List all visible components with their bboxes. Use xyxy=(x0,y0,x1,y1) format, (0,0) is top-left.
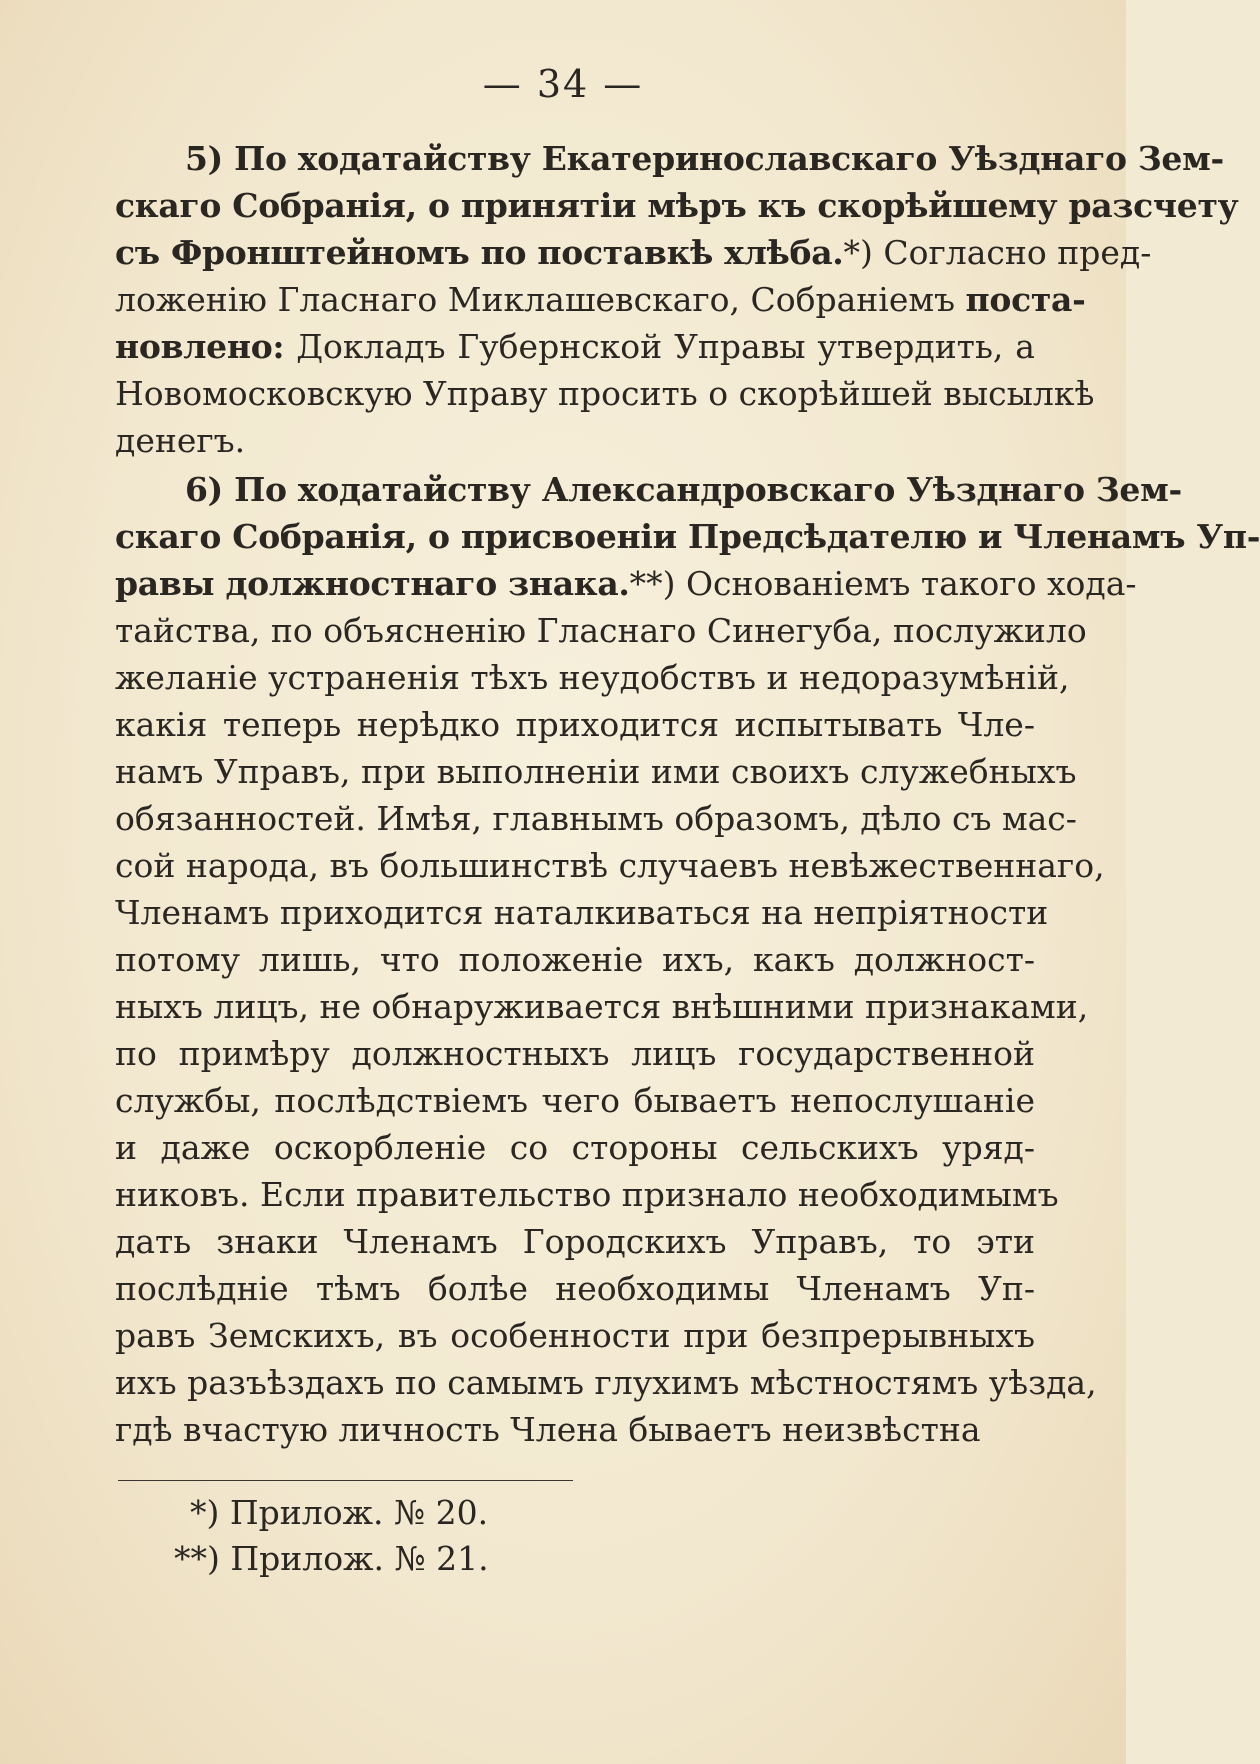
normal-run: службы, послѣдствіемъ чего бываетъ непослушаніе xyxy=(115,1081,1035,1120)
text-line xyxy=(115,607,1087,654)
text-line xyxy=(115,983,1089,1030)
text-line xyxy=(115,1265,1035,1312)
text-line xyxy=(115,513,1260,560)
text-line xyxy=(115,1124,1035,1171)
normal-run: равъ Земскихъ, въ особенности при безпрерывныхъ xyxy=(115,1316,1035,1355)
bold-run: новлено: xyxy=(115,327,285,366)
bold-run: поста- xyxy=(965,280,1086,319)
normal-run: Докладъ Губернской Управы утвердить, а xyxy=(284,327,1035,366)
text-line xyxy=(115,370,1095,417)
normal-run: какія теперь нерѣдко приходится испытывать Чле- xyxy=(115,705,1035,744)
normal-run: по примѣру должностныхъ лицъ государственной xyxy=(115,1034,1035,1073)
text-line xyxy=(115,1030,1035,1077)
page-number: — 34 — xyxy=(482,62,644,106)
bold-run: равы должностнаго знака. xyxy=(115,564,630,603)
text-line xyxy=(115,654,1070,701)
normal-run: желаніе устраненія тѣхъ неудобствъ и недоразумѣній, xyxy=(115,658,1070,697)
text-line xyxy=(115,466,1182,513)
normal-run: Новомосковскую Управу просить о скорѣйшей высылкѣ xyxy=(115,374,1095,413)
normal-run: обязанностей. Имѣя, главнымъ образомъ, дѣло съ мас- xyxy=(115,799,1077,838)
bold-run: скаго Собранія, о принятіи мѣръ къ скорѣйшему разсчету xyxy=(115,186,1239,225)
footnote-divider xyxy=(118,1480,573,1481)
text-line xyxy=(115,1359,1097,1406)
text-line xyxy=(115,276,1086,323)
normal-run: денегъ. xyxy=(115,421,246,460)
normal-run: ихъ разъѣздахъ по самымъ глухимъ мѣстностямъ уѣзда, xyxy=(115,1363,1097,1402)
bold-run: съ Фронштейномъ по поставкѣ хлѣба. xyxy=(115,233,844,272)
text-line xyxy=(115,889,1049,936)
text-line xyxy=(115,135,1224,182)
text-line xyxy=(115,936,1035,983)
text-line xyxy=(115,1077,1035,1124)
normal-run: ныхъ лицъ, не обнаруживается внѣшними признаками, xyxy=(115,987,1089,1026)
text-line xyxy=(115,1406,1035,1453)
normal-run: намъ Управъ, при выполненіи ими своихъ служебныхъ xyxy=(115,752,1077,791)
text-line xyxy=(115,701,1035,748)
paragraph-item-5 xyxy=(115,135,1239,464)
text-line xyxy=(115,323,1035,370)
normal-run: ложенію Гласнаго Миклашевскаго, Собраніемъ xyxy=(115,280,966,319)
text-line xyxy=(115,795,1077,842)
normal-run: потому лишь, что положеніе ихъ, какъ должност- xyxy=(115,940,1035,979)
normal-run: **) Основаніемъ такого хода- xyxy=(629,564,1137,603)
text-line xyxy=(115,417,1035,464)
text-line xyxy=(115,1312,1035,1359)
bold-run: 5) По ходатайству Екатеринославскаго Уѣзднаго Зем- xyxy=(185,139,1224,178)
normal-run: *) Согласно пред- xyxy=(843,233,1152,272)
paragraph-item-6 xyxy=(115,466,1260,1453)
text-line xyxy=(115,1218,1035,1265)
footnotes xyxy=(160,1490,860,1582)
normal-run: гдѣ вчастую личность Члена бываетъ неизвѣстна xyxy=(115,1410,981,1449)
normal-run: дать знаки Членамъ Городскихъ Управъ, то эти xyxy=(115,1222,1035,1261)
normal-run: тайства, по объясненію Гласнаго Синегуба, послужило xyxy=(115,611,1087,650)
body-text xyxy=(115,135,1260,1453)
text-line xyxy=(115,182,1239,229)
text-line xyxy=(115,842,1105,889)
normal-run: послѣдніе тѣмъ болѣе необходимы Членамъ Уп- xyxy=(115,1269,1035,1308)
footnote-1: *) Прилож. № 20. xyxy=(190,1493,489,1532)
normal-run: и даже оскорбленіе со стороны сельскихъ уряд- xyxy=(115,1128,1035,1167)
normal-run: сой народа, въ большинствѣ случаевъ невѣжественнаго, xyxy=(115,846,1105,885)
normal-run: Членамъ приходится наталкиваться на непріятности xyxy=(115,893,1049,932)
text-line xyxy=(115,1171,1059,1218)
normal-run: никовъ. Если правительство признало необходимымъ xyxy=(115,1175,1059,1214)
text-line xyxy=(115,748,1077,795)
text-line xyxy=(115,229,1152,276)
bold-run: 6) По ходатайству Александровскаго Уѣзднаго Зем- xyxy=(185,470,1182,509)
bold-run: скаго Собранія, о присвоеніи Предсѣдателю и Членамъ Уп- xyxy=(115,517,1260,556)
footnote-2: **) Прилож. № 21. xyxy=(174,1539,489,1578)
text-line xyxy=(115,560,1137,607)
